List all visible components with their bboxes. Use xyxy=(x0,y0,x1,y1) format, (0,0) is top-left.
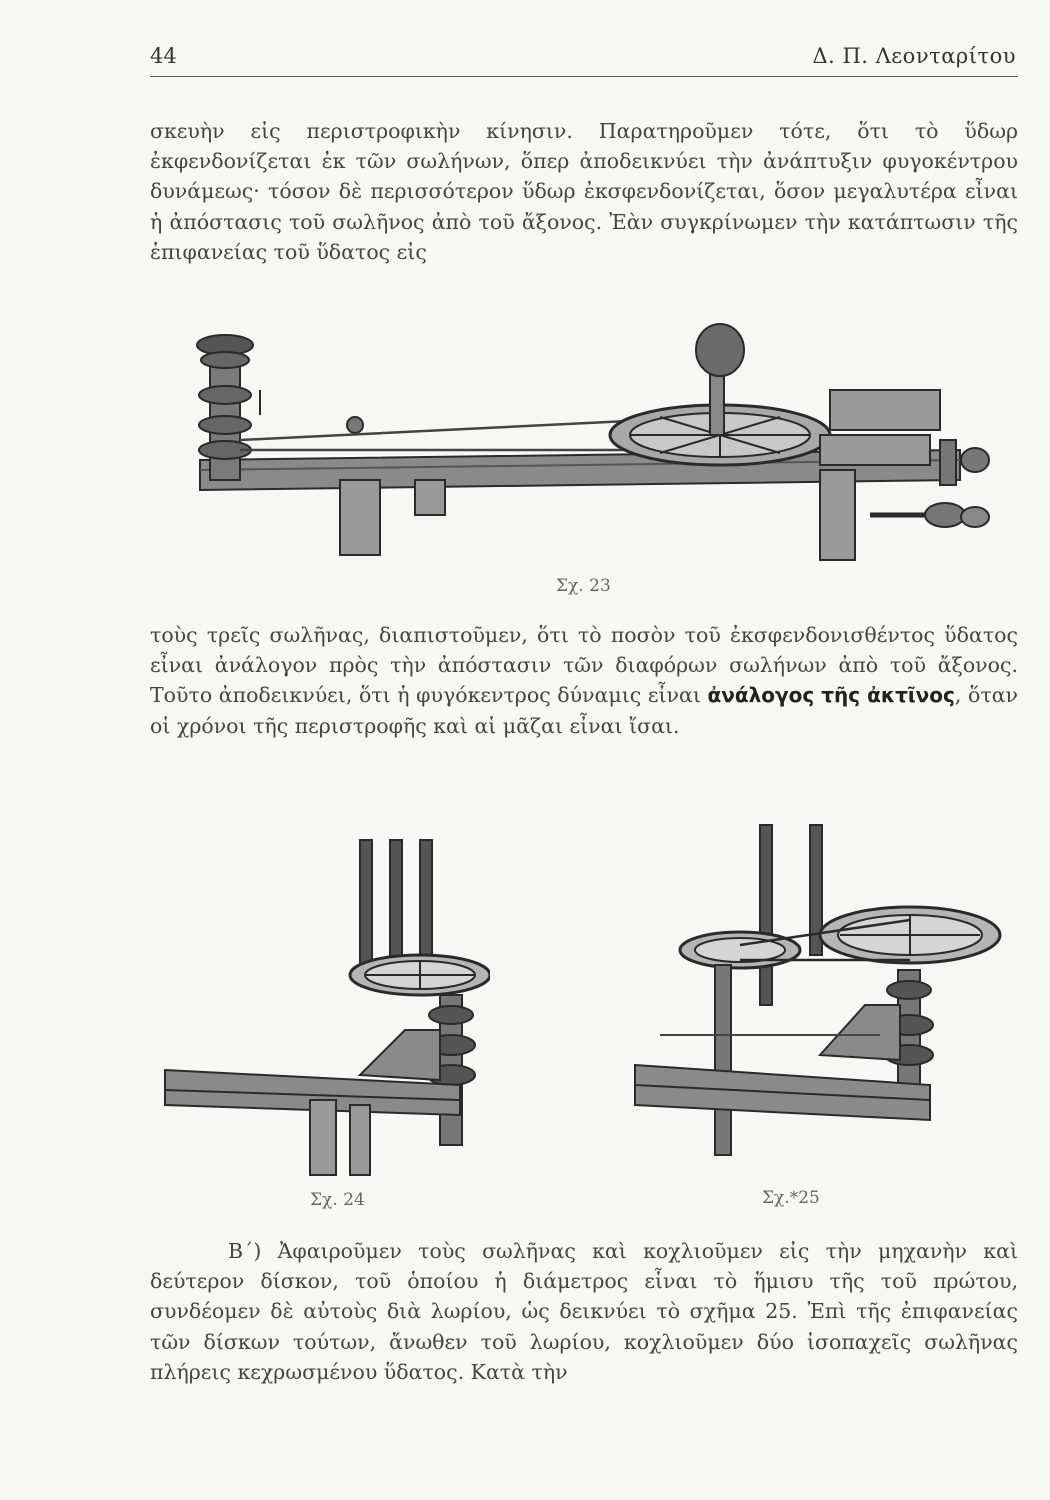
paragraph-1: σκευὴν εἰς περιστροφικὴν κίνησιν. Παρατηροῦμεν τότε, ὅτι τὸ ὕδωρ ἐκφενδονίζεται ἐκ τῶν σωλήνων, ὅπερ ἀποδεικνύει τὴν ἀνάπτυξιν φυγοκέντρου δυνάμεως· τόσον δὲ περισσότερον ὕδωρ ἐκσφενδονίζεται, ὅσον μεγαλυτέρα εἶναι ἡ ἀπόστασις τοῦ σωλῆνος ἀπὸ τοῦ ἄξονος. Ἐὰν συγκρίνωμεν τὴν κατάπτωσιν τῆς ἐπιφανείας τοῦ ὕδατος εἰς xyxy=(150,119,1018,264)
paragraph-2 xyxy=(150,620,1018,741)
figure-24-three-tube-wheel xyxy=(160,830,490,1180)
figure-25-caption: Σχ.*25 xyxy=(762,1188,820,1208)
paragraph-2-text-before: τοὺς τρεῖς σωλῆνας, διαπιστοῦμεν, ὅτι τὸ ποσὸν τοῦ ἐκσφενδονισθέντος ὕδατος εἶναι ἀνάλογον πρὸς τὴν ἀπόστασιν τῶν διαφόρων σωλήνων ἀπὸ τοῦ ἄξονος. Τοῦτο ἀποδεικνύει, ὅτι ἡ φυγόκεντρος δύναμις εἶναι xyxy=(150,623,1018,708)
paragraph-2-text-after: , ὅταν οἱ χρόνοι τῆς περιστροφῆς καὶ αἱ μᾶζαι εἶναι ἴσαι. xyxy=(150,683,1019,738)
paragraph-2-emphasis: ἀνάλογος τῆς ἀκτῖνος xyxy=(707,683,955,708)
page-number: 44 xyxy=(150,44,177,68)
figure-23-caption: Σχ. 23 xyxy=(556,576,611,596)
figure-23-centrifuge-illustration xyxy=(180,320,1000,580)
figure-25-two-disc-belt xyxy=(630,820,1010,1180)
paragraph-3: Β΄) Ἀφαιροῦμεν τοὺς σωλῆνας καὶ κοχλιοῦμεν εἰς τὴν μηχανὴν καὶ δεύτερον δίσκον, τοῦ ὁποίου ἡ διάμετρος εἶναι τὸ ἥμισυ τῆς τοῦ πρώτου, συνδέομεν δὲ αὐτοὺς διὰ λωρίου, ὡς δεικνύει τὸ σχῆμα 25. Ἐπὶ τῆς ἐπιφανείας τῶν δίσκων τούτων, ἄνωθεν τοῦ λωρίου, κοχλιοῦμεν δύο ἰσοπαχεῖς σωλῆνας πλήρεις κεχρωσμένου ὕδατος. Κατὰ τὴν xyxy=(150,1239,1018,1384)
page-header xyxy=(150,40,1018,77)
figure-24-caption: Σχ. 24 xyxy=(310,1190,365,1210)
running-head: Δ. Π. Λεονταρίτου xyxy=(812,44,1016,68)
